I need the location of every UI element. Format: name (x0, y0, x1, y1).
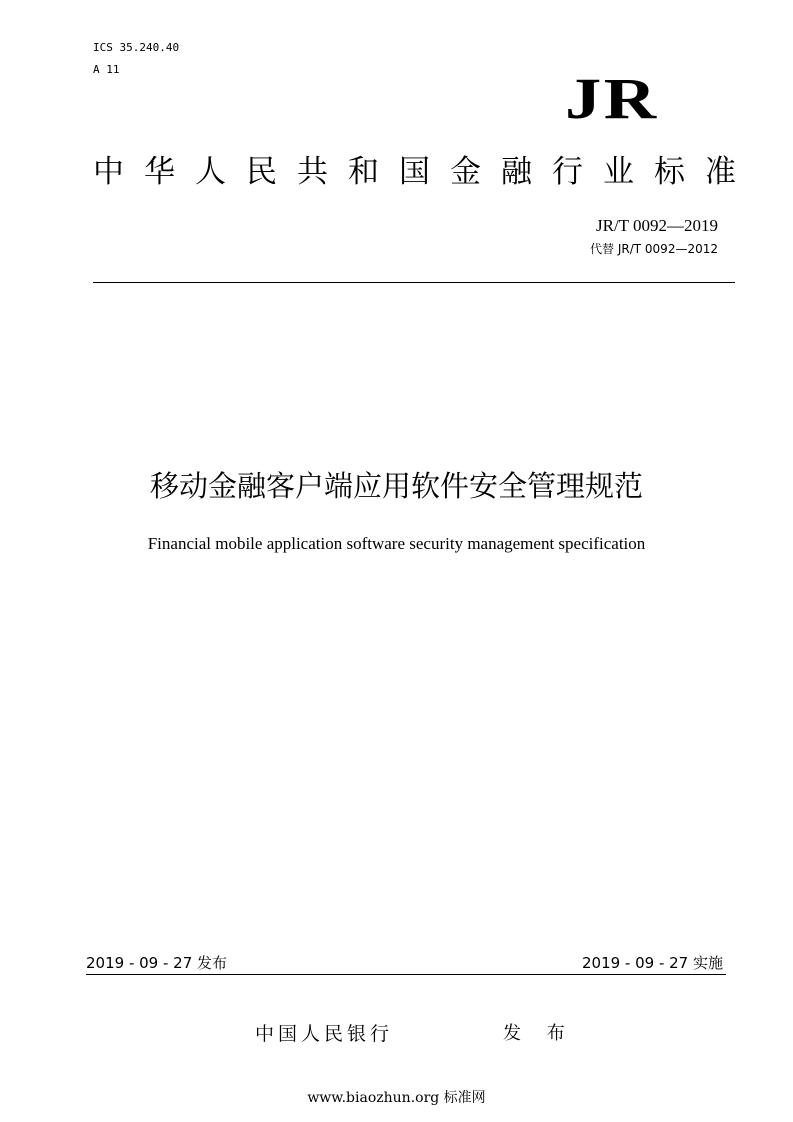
ics-code: ICS 35.240.40 (93, 41, 180, 54)
website-watermark: www.biaozhun.org 标准网 (307, 1090, 486, 1106)
header-divider (93, 282, 735, 283)
issuing-authority: 中国人民银行 (255, 1023, 394, 1045)
standard-number: JR/T 0092—2019 (595, 216, 718, 235)
classification-code: A 11 (93, 63, 120, 76)
implementation-date: 2019 - 09 - 27 实施 (581, 954, 723, 972)
document-title-english: Financial mobile application software security management specification (147, 534, 646, 553)
issue-date: 2019 - 09 - 27 发布 (86, 954, 228, 972)
jr-logo: JR (565, 66, 659, 131)
footer-divider (86, 974, 726, 975)
replaces-standard: 代替 JR/T 0092—2012 (590, 242, 718, 256)
document-title-chinese: 移动金融客户端应用软件安全管理规范 (149, 469, 643, 503)
industry-standard-heading: 中华人民共和国金融行业标准 (93, 154, 756, 190)
publish-label: 发 布 (503, 1023, 575, 1044)
